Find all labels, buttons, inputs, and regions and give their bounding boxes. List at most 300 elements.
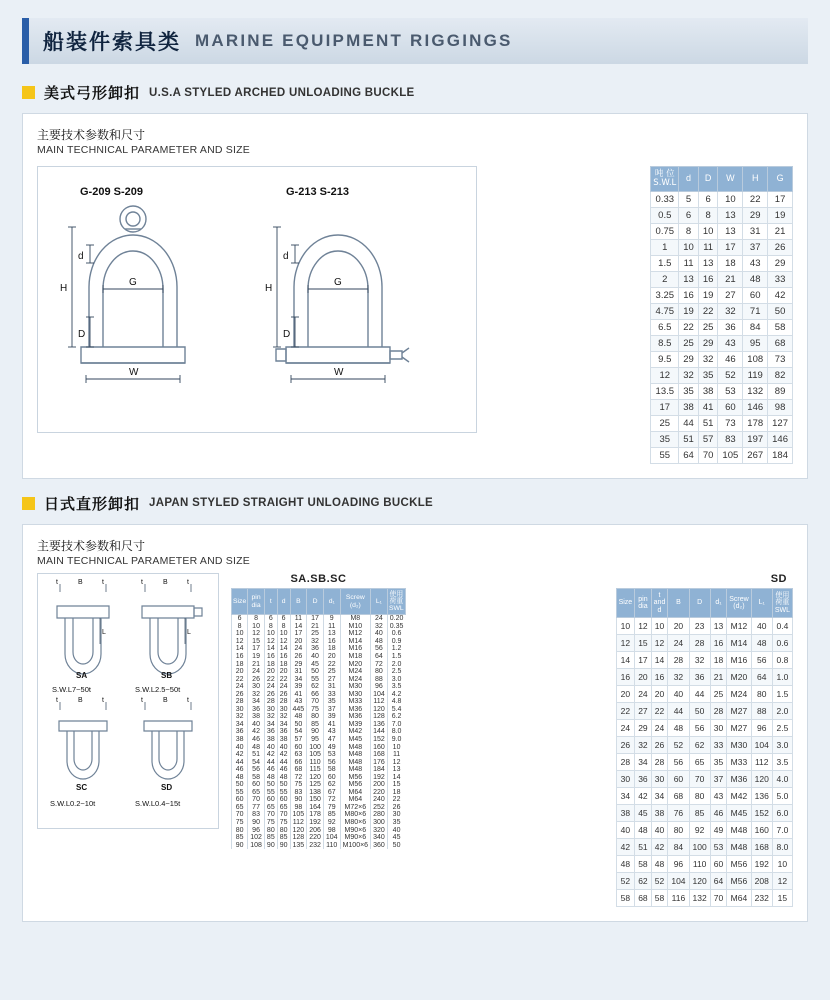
- table-cell: 120: [307, 774, 324, 782]
- table-cell: 26: [277, 691, 290, 699]
- figure-label-sc: SC: [76, 782, 88, 792]
- table-cell: 146: [743, 399, 768, 415]
- table-cell: M48: [340, 766, 371, 774]
- table-cell: M48: [727, 838, 751, 855]
- table-cell: 48: [232, 774, 248, 782]
- table-cell: 20: [323, 653, 340, 661]
- col-header-swl-cn: 吨 位: [654, 169, 675, 179]
- table-cell: 8: [698, 207, 718, 223]
- table-cell: 252: [371, 804, 388, 812]
- table-cell: 12: [387, 759, 405, 767]
- table-cell: M12: [727, 617, 751, 634]
- table-cell: 55: [307, 676, 324, 684]
- svg-text:L: L: [187, 628, 191, 636]
- table-cell: 39: [323, 713, 340, 721]
- table-cell: 38: [651, 804, 668, 821]
- table-cell: 52: [668, 736, 689, 753]
- table-cell: 10: [698, 223, 718, 239]
- table-cell: 178: [307, 811, 324, 819]
- table-cell: 90: [264, 842, 277, 850]
- table-cell: 2.5: [387, 668, 405, 676]
- col-D: D: [307, 588, 324, 614]
- table-cell: 26: [616, 736, 635, 753]
- section2-drawing: [37, 573, 219, 829]
- table-cell: 32: [668, 668, 689, 685]
- table-cell: 58: [323, 766, 340, 774]
- table-cell: 53: [323, 751, 340, 759]
- table-cell: M24: [727, 685, 751, 702]
- table-cell: 16: [679, 287, 699, 303]
- table-cell: M80×6: [340, 811, 371, 819]
- table-row: [232, 668, 406, 676]
- table-cell: 29: [743, 207, 768, 223]
- table-cell: 35: [323, 698, 340, 706]
- table-cell: 200: [371, 781, 388, 789]
- table-cell: 13: [718, 207, 743, 223]
- table-cell: 150: [307, 796, 324, 804]
- table-row: [616, 753, 792, 770]
- table-cell: 28: [689, 634, 710, 651]
- table-cell: 49: [323, 744, 340, 752]
- table-cell: 29: [679, 351, 699, 367]
- table-cell: 11: [323, 623, 340, 631]
- table-cell: 267: [743, 447, 768, 463]
- table-cell: 24: [651, 719, 668, 736]
- table-cell: 43: [718, 335, 743, 351]
- table-cell: 31: [290, 668, 307, 676]
- table-row: [616, 804, 792, 821]
- table-cell: 26: [651, 736, 668, 753]
- section1-panel: [22, 113, 808, 479]
- section2-left-table-wrap: [231, 573, 406, 849]
- table-cell: 4.0: [772, 770, 792, 787]
- table-row: [232, 774, 406, 782]
- table-cell: 24: [616, 719, 635, 736]
- table-cell: 32: [307, 638, 324, 646]
- table-cell: M39: [340, 721, 371, 729]
- table-cell: 60: [277, 796, 290, 804]
- table-cell: 62: [323, 781, 340, 789]
- table-cell: 48: [371, 638, 388, 646]
- svg-text:W: W: [129, 367, 139, 378]
- table-cell: 12: [248, 630, 265, 638]
- table-cell: 12: [616, 634, 635, 651]
- table-cell: 50: [768, 303, 793, 319]
- table-cell: 52: [651, 872, 668, 889]
- col-header-G: G: [768, 167, 793, 192]
- table-cell: 22: [743, 191, 768, 207]
- table-cell: 24: [264, 683, 277, 691]
- table-cell: 8.0: [387, 728, 405, 736]
- table-cell: 29: [768, 255, 793, 271]
- table-header-row: [616, 588, 792, 617]
- table-cell: 0.8: [772, 651, 792, 668]
- table-cell: 192: [751, 855, 772, 872]
- table-cell: 64: [371, 653, 388, 661]
- table-cell: 42: [768, 287, 793, 303]
- table-cell: 84: [668, 838, 689, 855]
- table-cell: 62: [307, 683, 324, 691]
- section2-content-row: [37, 573, 793, 907]
- table-cell: 17: [248, 645, 265, 653]
- table-cell: 176: [371, 759, 388, 767]
- table-cell: 18: [718, 255, 743, 271]
- table-cell: 10: [387, 744, 405, 752]
- table-cell: 2: [651, 271, 679, 287]
- table-cell: 60: [248, 781, 265, 789]
- table-cell: 20: [290, 638, 307, 646]
- table-row: [232, 759, 406, 767]
- table-cell: 34: [232, 721, 248, 729]
- table-cell: 3.5: [772, 753, 792, 770]
- table-cell: 6: [232, 615, 248, 623]
- table-cell: 10: [264, 630, 277, 638]
- table-cell: 36: [635, 770, 651, 787]
- table-cell: 11: [387, 751, 405, 759]
- table-cell: 18: [232, 661, 248, 669]
- table-cell: 105: [290, 811, 307, 819]
- table-row: [232, 811, 406, 819]
- table-row: [232, 736, 406, 744]
- table-cell: 21: [768, 223, 793, 239]
- table-cell: 5.0: [772, 787, 792, 804]
- table-cell: 20: [668, 617, 689, 634]
- table-cell: 42: [277, 751, 290, 759]
- table-cell: 116: [668, 889, 689, 906]
- table-cell: 56: [371, 645, 388, 653]
- table-cell: 95: [743, 335, 768, 351]
- table-cell: 41: [323, 721, 340, 729]
- table-cell: M56: [340, 774, 371, 782]
- table-row: [232, 827, 406, 835]
- table-cell: 39: [290, 683, 307, 691]
- table-cell: 13: [387, 766, 405, 774]
- table-cell: 10: [718, 191, 743, 207]
- table-cell: 22: [387, 796, 405, 804]
- table-cell: 36: [277, 728, 290, 736]
- figure-label-sd: SD: [161, 782, 173, 792]
- table-cell: 197: [743, 431, 768, 447]
- table-cell: 25: [698, 319, 718, 335]
- col-B: B: [290, 588, 307, 614]
- table-cell: M64: [340, 796, 371, 804]
- table-cell: 51: [248, 751, 265, 759]
- figure-label-2: G-213 S-213: [286, 186, 349, 198]
- table-cell: 16: [232, 653, 248, 661]
- table-cell: 40: [248, 721, 265, 729]
- section1-drawing: [37, 166, 477, 433]
- table-cell: 48: [743, 271, 768, 287]
- table-cell: 57: [290, 736, 307, 744]
- table-cell: 0.75: [651, 223, 679, 239]
- table-cell: 63: [290, 751, 307, 759]
- col-header-W: W: [718, 167, 743, 192]
- table-row: [616, 787, 792, 804]
- table-cell: 16: [651, 668, 668, 685]
- table-cell: 32: [264, 713, 277, 721]
- table-cell: 64: [710, 872, 726, 889]
- table-cell: 65: [232, 804, 248, 812]
- table-cell: 13: [718, 223, 743, 239]
- table-cell: 45: [387, 834, 405, 842]
- table-cell: 13: [323, 630, 340, 638]
- table-cell: M48: [727, 821, 751, 838]
- table-cell: 17: [290, 630, 307, 638]
- header-title-en: MARINE EQUIPMENT RIGGINGS: [195, 31, 513, 50]
- table-cell: 68: [635, 889, 651, 906]
- table-cell: 34: [616, 787, 635, 804]
- table-cell: 43: [290, 698, 307, 706]
- table-cell: 28: [277, 698, 290, 706]
- table-cell: 38: [277, 736, 290, 744]
- table-cell: 1: [651, 239, 679, 255]
- section2-title: [22, 493, 808, 514]
- table-cell: 30: [710, 719, 726, 736]
- table-cell: 104: [751, 736, 772, 753]
- table-cell: 80: [668, 821, 689, 838]
- table-row: [651, 207, 793, 223]
- table-row: [651, 383, 793, 399]
- table-cell: 38: [698, 383, 718, 399]
- table-row: [232, 706, 406, 714]
- table-cell: 108: [743, 351, 768, 367]
- svg-text:B: B: [78, 578, 83, 586]
- table-cell: M33: [727, 753, 751, 770]
- table-cell: 77: [248, 804, 265, 812]
- table-cell: 90: [248, 819, 265, 827]
- col-d: d: [277, 588, 290, 614]
- table-cell: 16: [616, 668, 635, 685]
- table-cell: 42: [651, 838, 668, 855]
- table-row: [651, 351, 793, 367]
- table-cell: 65: [264, 804, 277, 812]
- table-cell: 51: [698, 415, 718, 431]
- table-cell: 11: [698, 239, 718, 255]
- table-row: [616, 651, 792, 668]
- table-cell: 26: [248, 676, 265, 684]
- table-cell: 85: [264, 834, 277, 842]
- svg-text:t: t: [56, 578, 58, 586]
- table-cell: 21: [718, 271, 743, 287]
- figure-label-sa: SA: [76, 670, 88, 680]
- table-cell: 85: [689, 804, 710, 821]
- table-cell: 56: [323, 759, 340, 767]
- table-cell: 15: [387, 781, 405, 789]
- col-D: D: [689, 588, 710, 617]
- svg-text:D: D: [283, 329, 291, 340]
- table-cell: 14: [651, 651, 668, 668]
- table-row: [616, 668, 792, 685]
- table-cell: M45: [727, 804, 751, 821]
- table-cell: 15: [772, 889, 792, 906]
- page-header: [22, 18, 808, 64]
- table-cell: 30: [248, 683, 265, 691]
- table-cell: 10: [772, 855, 792, 872]
- table-cell: 96: [371, 683, 388, 691]
- table-cell: 28: [232, 698, 248, 706]
- svg-text:t: t: [141, 696, 143, 704]
- table-cell: 12: [772, 872, 792, 889]
- table-row: [232, 683, 406, 691]
- table-cell: 14: [290, 623, 307, 631]
- table-cell: 40: [371, 630, 388, 638]
- table-row: [232, 766, 406, 774]
- col-B: B: [668, 588, 689, 617]
- table-cell: M12: [340, 630, 371, 638]
- figure-label-sb: SB: [161, 670, 173, 680]
- table-cell: 8.5: [651, 335, 679, 351]
- table-cell: 8.0: [772, 838, 792, 855]
- table-cell: 46: [710, 804, 726, 821]
- table-cell: 54: [248, 759, 265, 767]
- table-cell: 18: [277, 661, 290, 669]
- table-cell: 56: [668, 753, 689, 770]
- table-cell: 70: [698, 447, 718, 463]
- table-cell: 35: [679, 383, 699, 399]
- table-cell: 60: [743, 287, 768, 303]
- table-cell: 32: [371, 623, 388, 631]
- table-cell: 4.8: [387, 698, 405, 706]
- table-cell: 105: [307, 751, 324, 759]
- table-cell: 22: [264, 676, 277, 684]
- table-cell: 115: [307, 766, 324, 774]
- table-cell: 12: [264, 638, 277, 646]
- section2-spec-table-sasbsc: [231, 588, 406, 849]
- table-row: [651, 287, 793, 303]
- table-cell: 16: [323, 638, 340, 646]
- table-cell: 112: [751, 753, 772, 770]
- table-cell: 0.9: [387, 638, 405, 646]
- table-cell: 44: [668, 702, 689, 719]
- table-cell: M27: [727, 702, 751, 719]
- table-row: [616, 872, 792, 889]
- table-cell: 98: [323, 827, 340, 835]
- table-cell: 75: [277, 819, 290, 827]
- table-cell: 220: [371, 789, 388, 797]
- table-cell: 14: [232, 645, 248, 653]
- svg-text:t: t: [187, 696, 189, 704]
- table-row: [232, 728, 406, 736]
- table-row: [651, 191, 793, 207]
- svg-text:t: t: [187, 578, 189, 586]
- table-cell: 25: [307, 630, 324, 638]
- table-cell: 56: [751, 651, 772, 668]
- section1-param-en: MAIN TECHNICAL PARAMETER AND SIZE: [37, 144, 250, 156]
- table-cell: 46: [264, 766, 277, 774]
- table-row: [232, 796, 406, 804]
- table-cell: 21: [710, 668, 726, 685]
- table-cell: 85: [323, 811, 340, 819]
- table-cell: 89: [768, 383, 793, 399]
- table-cell: 96: [248, 827, 265, 835]
- table-cell: 27: [635, 702, 651, 719]
- table-cell: 12: [635, 617, 651, 634]
- table-cell: 13.5: [651, 383, 679, 399]
- table-cell: 38: [264, 736, 277, 744]
- table-cell: 35: [710, 753, 726, 770]
- table-cell: 90: [232, 842, 248, 850]
- table-cell: 40: [651, 821, 668, 838]
- table-cell: 22: [232, 676, 248, 684]
- col-header-D: D: [698, 167, 718, 192]
- table-cell: 65: [277, 804, 290, 812]
- table-cell: 320: [371, 827, 388, 835]
- table-cell: 73: [768, 351, 793, 367]
- table-cell: 5.4: [387, 706, 405, 714]
- figure-swl-sb: S.W.L2.5~50t: [135, 684, 181, 694]
- table-cell: 40: [616, 821, 635, 838]
- table-row: [651, 335, 793, 351]
- table-cell: 36: [689, 668, 710, 685]
- table-cell: 88: [751, 702, 772, 719]
- table-cell: 46: [718, 351, 743, 367]
- table-cell: M42: [727, 787, 751, 804]
- table-cell: M16: [340, 645, 371, 653]
- table-cell: 68: [668, 787, 689, 804]
- table-cell: 50: [290, 721, 307, 729]
- table-cell: 22: [698, 303, 718, 319]
- table-cell: 3.0: [387, 676, 405, 684]
- table-cell: 2.0: [772, 702, 792, 719]
- table-cell: 44: [689, 685, 710, 702]
- table-cell: 2.5: [772, 719, 792, 736]
- svg-text:L: L: [102, 628, 106, 636]
- section1-content-row: [37, 166, 793, 464]
- table-cell: 20: [277, 668, 290, 676]
- table-cell: 58: [616, 889, 635, 906]
- table-cell: M56: [727, 855, 751, 872]
- table-cell: 112: [371, 698, 388, 706]
- table-cell: 44: [232, 759, 248, 767]
- table-cell: 60: [290, 744, 307, 752]
- table-cell: 80: [264, 827, 277, 835]
- table-cell: 17: [718, 239, 743, 255]
- table-cell: M36: [340, 713, 371, 721]
- table-cell: 50: [689, 702, 710, 719]
- table-cell: 220: [307, 834, 324, 842]
- table-cell: 360: [371, 842, 388, 850]
- table-cell: 14: [277, 645, 290, 653]
- table-cell: 42: [264, 751, 277, 759]
- col-header-swl-en: S.W.L: [653, 177, 677, 188]
- table-cell: M48: [340, 759, 371, 767]
- table-cell: M64: [727, 889, 751, 906]
- table-cell: 29: [698, 335, 718, 351]
- table-row: [651, 319, 793, 335]
- table-cell: 146: [768, 431, 793, 447]
- table-cell: 50: [232, 781, 248, 789]
- col-pin-dia: pin dia: [248, 588, 265, 614]
- svg-text:B: B: [163, 696, 168, 704]
- table-row: [651, 223, 793, 239]
- table-cell: 96: [668, 855, 689, 872]
- table-cell: 10: [248, 623, 265, 631]
- table-cell: 85: [277, 834, 290, 842]
- table-cell: 55: [651, 447, 679, 463]
- table-cell: 54: [290, 728, 307, 736]
- svg-text:t: t: [102, 696, 104, 704]
- table-cell: 16: [277, 653, 290, 661]
- table-cell: 19: [248, 653, 265, 661]
- table-cell: 50: [264, 781, 277, 789]
- table-cell: 76: [668, 804, 689, 821]
- table-cell: 10: [232, 630, 248, 638]
- table-row: [232, 751, 406, 759]
- table-cell: M20: [727, 668, 751, 685]
- table-cell: 52: [718, 367, 743, 383]
- table-cell: 105: [718, 447, 743, 463]
- table-cell: 70: [277, 811, 290, 819]
